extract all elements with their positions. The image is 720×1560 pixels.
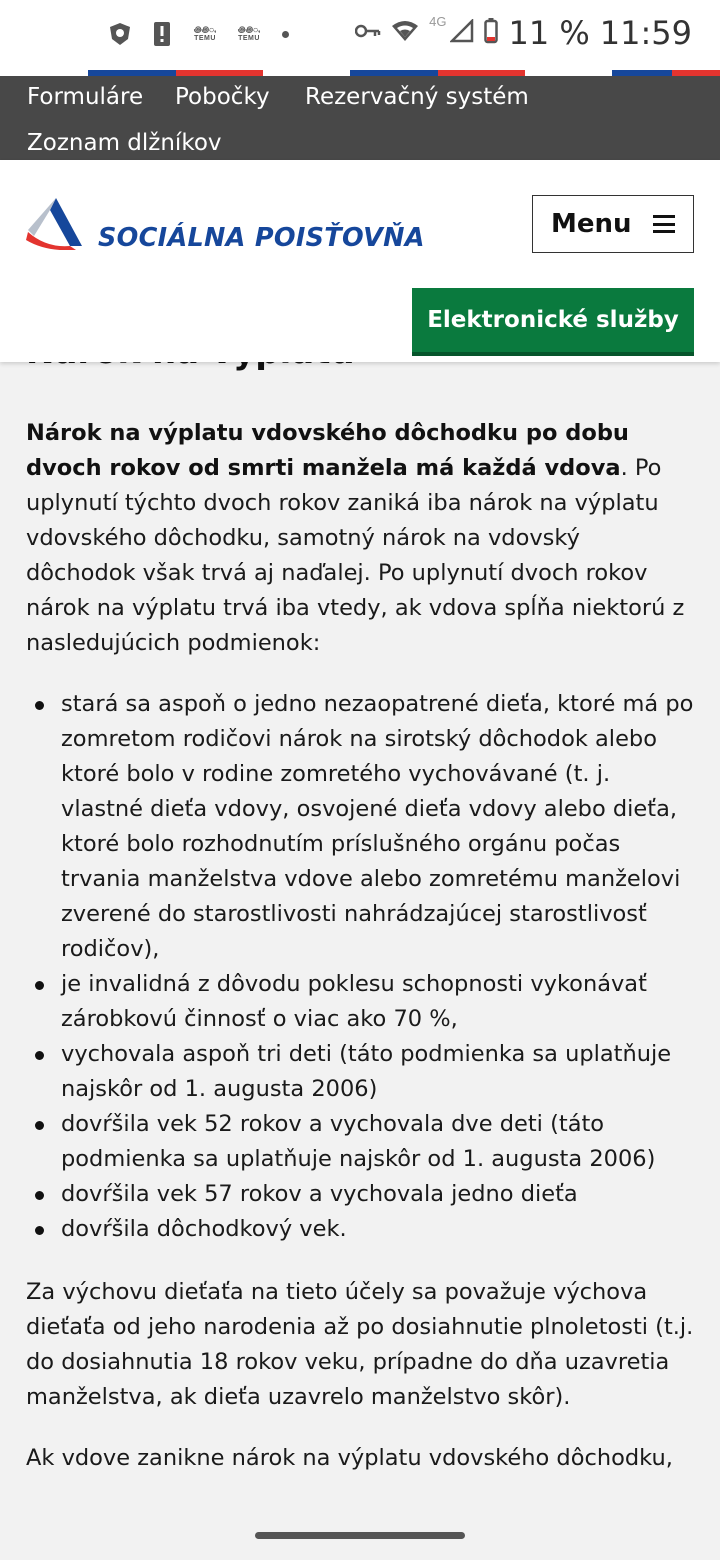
battery-percent: 11 % bbox=[508, 14, 590, 52]
signal-icon bbox=[450, 19, 474, 48]
list-item: dovŕšila dôchodkový vek. bbox=[26, 1212, 696, 1247]
key-icon bbox=[355, 23, 381, 44]
clock: 11:59 bbox=[599, 14, 692, 52]
shield-icon bbox=[106, 20, 134, 48]
site-logo[interactable] bbox=[26, 196, 425, 255]
menu-label: Menu bbox=[551, 209, 632, 239]
conditions-list bbox=[26, 687, 696, 1247]
hamburger-icon bbox=[653, 215, 675, 233]
intro-text: . Po uplynutí týchto dvoch rokov zaniká iba nárok na výplatu vdovského dôchodku, samotný nárok na vdovský dôchodok však trvá aj naďalej. Po uplynutí dvoch rokov nárok na výplatu trvá iba vtedy, ak vdova spĺňa niektorú z nasledujúcich podmienok: bbox=[26, 455, 685, 656]
wifi-icon bbox=[391, 19, 419, 48]
dot-icon bbox=[282, 31, 289, 38]
temu-icon: ꩜꩜ꩻ TEMU bbox=[237, 25, 261, 42]
logo-icon bbox=[26, 196, 84, 255]
list-item: stará sa aspoň o jedno nezaopatrené dieťa, ktoré má po zomretom rodičovi nárok na sirotský dôchodok alebo ktoré bolo v rodine zomretého vychovávané (t. j. vlastné dieťa vdovy, osvojené dieťa vdovy alebo dieťa, ktoré bolo rozhodnutím príslušného orgánu počas trvania manželstva vdove alebo zomretému manželovi zverené do starostlivosti nahrádzajúcej starostlivosť rodičov), bbox=[26, 687, 696, 967]
electronic-services-button[interactable]: Elektronické služby bbox=[412, 288, 694, 356]
intro-paragraph bbox=[26, 416, 696, 661]
home-gesture-handle[interactable] bbox=[255, 1532, 465, 1539]
status-bar bbox=[0, 0, 720, 76]
system-nav-bar bbox=[0, 1518, 720, 1560]
list-item: dovŕšila vek 52 rokov a vychovala dve deti (táto podmienka sa uplatňuje najskôr od 1. augusta 2006) bbox=[26, 1107, 696, 1177]
top-nav-zoznam-dlznikov[interactable]: Zoznam dlžníkov bbox=[27, 130, 222, 156]
child-paragraph: Za výchovu dieťaťa na tieto účely sa považuje výchova dieťaťa od jeho narodenia až po dosiahnutie plnoletosti (t.j. do dosiahnutia 18 rokov veku, prípadne do dňa uzavretia manželstva, ak dieťa uzavrelo manželstvo skôr). bbox=[26, 1279, 694, 1410]
site-header bbox=[0, 160, 720, 362]
list-item: dovŕšila vek 57 rokov a vychovala jedno dieťa bbox=[26, 1177, 696, 1212]
list-item: vychovala aspoň tri deti (táto podmienka sa uplatňuje najskôr od 1. augusta 2006) bbox=[26, 1037, 696, 1107]
network-type: 4G bbox=[429, 13, 447, 29]
intro-bold-text: Nárok na výplatu vdovského dôchodku po dobu dvoch rokov od smrti manžela má každá vdova bbox=[26, 420, 629, 481]
top-nav bbox=[0, 76, 720, 160]
last-paragraph: Ak vdove zanikne nárok na výplatu vdovského dôchodku, bbox=[26, 1445, 673, 1471]
top-nav-formulare[interactable]: Formuláre bbox=[27, 84, 144, 110]
logo-text: SOCIÁLNA POISŤOVŇA bbox=[98, 223, 425, 253]
list-item: je invalidná z dôvodu poklesu schopnosti vykonávať zárobkovú činnosť o viac ako 70 %, bbox=[26, 967, 696, 1037]
top-nav-pobocky[interactable]: Pobočky bbox=[175, 84, 270, 110]
top-nav-rezervacny-system[interactable]: Rezervačný systém bbox=[305, 84, 529, 110]
battery-icon bbox=[484, 18, 498, 49]
menu-button[interactable] bbox=[532, 195, 694, 253]
temu-icon: ꩜꩜ꩻ TEMU bbox=[193, 25, 217, 42]
main-content bbox=[26, 330, 696, 1502]
alert-icon bbox=[148, 20, 176, 48]
